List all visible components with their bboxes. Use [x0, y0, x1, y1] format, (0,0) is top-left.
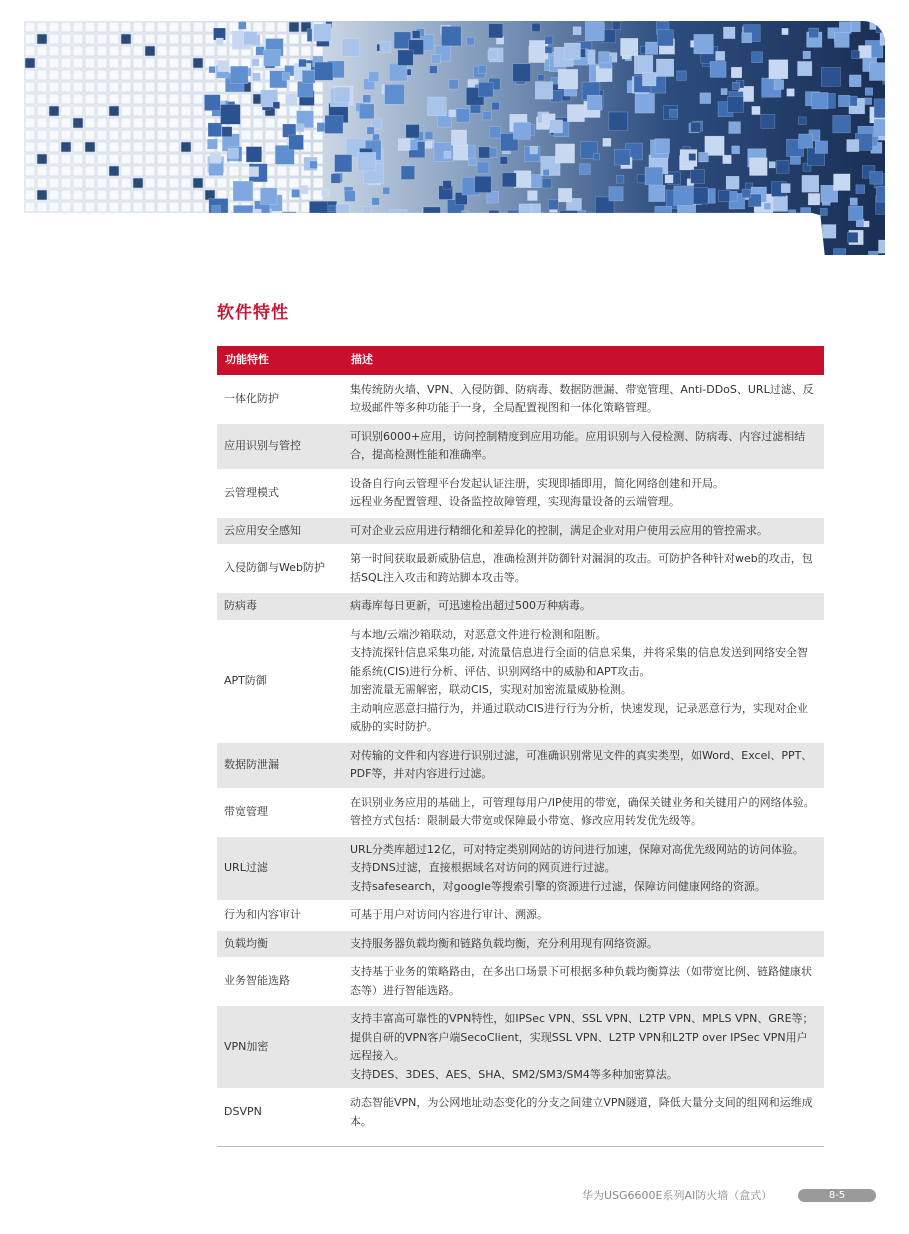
header-banner-image [24, 21, 885, 255]
section-title: 软件特性 [217, 303, 289, 323]
feature-description [343, 622, 824, 741]
description-line: 支持DNS过滤，直接根据域名对访问的网页进行过滤。 [350, 861, 616, 874]
table-row [217, 518, 824, 545]
description-line: 支持safesearch，对google等搜索引擎的资源进行过滤，保障访问健康网络的资源。 [350, 879, 766, 893]
feature-description [343, 931, 824, 958]
header-description: 描述 [343, 346, 824, 375]
feature-description [343, 1006, 824, 1088]
table-row [217, 902, 824, 929]
features-table [217, 344, 824, 1137]
feature-name: 行为和内容审计 [217, 902, 343, 929]
page-number-badge: 8-5 [798, 1189, 876, 1202]
table-row [217, 593, 824, 620]
table-row [217, 546, 824, 591]
description-line: 支持基于业务的策略路由，在多出口场景下可根据多种负载均衡算法（如带宽比例、链路健康状态等）进行智能选路。 [350, 965, 812, 997]
description-line: URL分类库超过12亿，可对特定类别网站的访问进行加速，保障对高优先级网站的访问体验。 [350, 842, 804, 856]
description-line: 可基于用户对访问内容进行审计、溯源。 [350, 908, 548, 921]
description-line: 对传输的文件和内容进行识别过滤，可准确识别常见文件的真实类型，如Word、Excel、PPT、PDF等，并对内容进行过滤。 [350, 748, 813, 780]
description-line: 远程业务配置管理、设备监控故障管理，实现海量设备的云端管理。 [350, 495, 680, 508]
feature-description [343, 790, 824, 835]
feature-name: 云应用安全感知 [217, 518, 343, 545]
feature-description [343, 1090, 824, 1135]
table-row [217, 1090, 824, 1135]
description-line: 与本地/云端沙箱联动，对恶意文件进行检测和阻断。 [350, 627, 607, 641]
table-row [217, 424, 824, 469]
feature-name: 负载均衡 [217, 931, 343, 958]
table-row [217, 1006, 824, 1088]
description-line: 第一时间获取最新威胁信息，准确检测并防御针对漏洞的攻击。可防护各种针对web的攻击，包括SQL注入攻击和跨站脚本攻击等。 [350, 552, 813, 584]
feature-name: 带宽管理 [217, 790, 343, 835]
footer-product-label: 华为USG6600E系列AI防火墙（盒式） [582, 1189, 773, 1202]
feature-description [343, 424, 824, 469]
feature-description [343, 593, 824, 620]
feature-name: 云管理模式 [217, 471, 343, 516]
feature-name: VPN加密 [217, 1006, 343, 1088]
feature-description [343, 902, 824, 929]
description-line: 可识别6000+应用，访问控制精度到应用功能。应用识别与入侵检测、防病毒、内容过滤相结合，提高检测性能和准确率。 [350, 429, 806, 461]
table-row [217, 931, 824, 958]
description-line: 主动响应恶意扫描行为，并通过联动CIS进行行为分析，快速发现，记录恶意行为，实现对企业威胁的实时防护。 [350, 701, 808, 733]
header-feature: 功能特性 [217, 346, 343, 375]
description-line: 加密流量无需解密，联动CIS，实现对加密流量威胁检测。 [350, 683, 632, 696]
cube-grid-graphic [24, 21, 885, 255]
description-line: 可对企业云应用进行精细化和差异化的控制，满足企业对用户使用云应用的管控需求。 [350, 523, 768, 537]
description-line: 支持流探针信息采集功能, 对流量信息进行全面的信息采集，并将采集的信息发送到网络安全智能系统(CIS)进行分析、评估、识别网络中的威胁和APT攻击。 [350, 646, 808, 678]
description-line: 集传统防火墙、VPN、入侵防御、防病毒、数据防泄漏、带宽管理、Anti-DDoS、URL过滤、反垃圾邮件等多种功能于一身，全局配置视图和一体化策略管理。 [350, 382, 814, 414]
description-line: 病毒库每日更新，可迅速检出超过500万种病毒。 [350, 599, 591, 612]
table-row [217, 790, 824, 835]
feature-name: 业务智能选路 [217, 959, 343, 1004]
feature-description [343, 546, 824, 591]
features-table-body [217, 377, 824, 1136]
description-line: 支持DES、3DES、AES、SHA、SM2/SM3/SM4等多种加密算法。 [350, 1067, 678, 1081]
table-header-row [217, 346, 824, 375]
feature-name: 一体化防护 [217, 377, 343, 422]
feature-name: 防病毒 [217, 593, 343, 620]
feature-description [343, 471, 824, 516]
feature-description [343, 959, 824, 1004]
table-row [217, 837, 824, 901]
description-line: 在识别业务应用的基础上，可管理每用户/IP使用的带宽，确保关键业务和关键用户的网络体验。管控方式包括：限制最大带宽或保障最小带宽、修改应用转发优先级等。 [350, 795, 815, 827]
feature-name: DSVPN [217, 1090, 343, 1135]
description-line: 支持丰富高可靠性的VPN特性，如IPSec VPN、SSL VPN、L2TP VPN、MPLS VPN、GRE等；提供自研的VPN客户端SecoClient，实现SSL VPN、L2TP VPN和L2TP over IPSec VPN用户远程接入。 [350, 1012, 814, 1062]
table-row [217, 743, 824, 788]
feature-name: 应用识别与管控 [217, 424, 343, 469]
table-bottom-rule [217, 1146, 824, 1147]
table-row [217, 622, 824, 741]
feature-name: 数据防泄漏 [217, 743, 343, 788]
feature-description [343, 377, 824, 422]
description-line: 动态智能VPN，为公网地址动态变化的分支之间建立VPN隧道，降低大量分支间的组网和运维成本。 [350, 1096, 813, 1128]
feature-description [343, 743, 824, 788]
description-line: 设备自行向云管理平台发起认证注册，实现即插即用，简化网络创建和开局。 [350, 476, 724, 490]
table-row [217, 959, 824, 1004]
feature-name: APT防御 [217, 622, 343, 741]
feature-name: URL过滤 [217, 837, 343, 901]
description-line: 支持服务器负载均衡和链路负载均衡，充分利用现有网络资源。 [350, 936, 658, 950]
feature-name: 入侵防御与Web防护 [217, 546, 343, 591]
feature-description [343, 837, 824, 901]
feature-description [343, 518, 824, 545]
table-row [217, 471, 824, 516]
table-row [217, 377, 824, 422]
